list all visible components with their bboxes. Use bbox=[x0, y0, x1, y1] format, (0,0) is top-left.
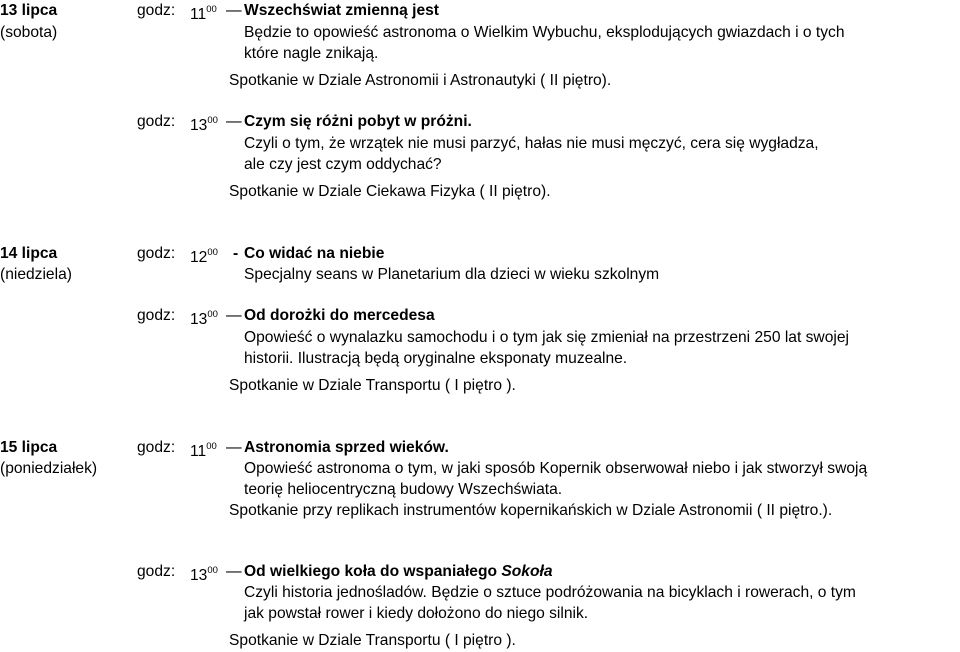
event-location: Spotkanie w Dziale Ciekawa Fizyka ( II piętro). bbox=[229, 183, 551, 200]
day-date: 13 lipca bbox=[0, 2, 58, 19]
event-minutes: 00 bbox=[207, 565, 218, 576]
event-description-line: Będzie to opowieść astronoma o Wielkim Wybuchu, eksplodujących gwiazdach i o tych bbox=[244, 24, 845, 41]
day-date: 15 lipca bbox=[0, 439, 58, 456]
event-godz-label: godz: bbox=[137, 439, 176, 456]
event-hour: 13 bbox=[190, 311, 208, 329]
day-date: 14 lipca bbox=[0, 245, 58, 262]
event-hour: 13 bbox=[190, 567, 208, 585]
event-title: Wszechświat zmienną jest bbox=[244, 2, 439, 19]
event-time bbox=[190, 562, 218, 586]
event-location: Spotkanie w Dziale Astronomii i Astronautyki ( II piętro). bbox=[229, 72, 612, 89]
event-title: Czym się różni pobyt w próżni. bbox=[244, 113, 472, 130]
event-dash: — bbox=[226, 113, 242, 130]
event-godz-label: godz: bbox=[137, 245, 176, 262]
event-description-line: Czyli historia jednośladów. Będzie o sztuce podróżowania na bicyklach i rowerach, o tym bbox=[244, 584, 856, 601]
event-dash: - bbox=[233, 245, 239, 262]
event-time bbox=[190, 438, 217, 462]
event-description-line: które nagle znikają. bbox=[244, 45, 379, 62]
event-minutes: 00 bbox=[207, 115, 218, 126]
event-description-line: Opowieść o wynalazku samochodu i o tym jak się zmieniał na przestrzeni 250 lat swojej bbox=[244, 329, 849, 346]
event-hour: 12 bbox=[190, 249, 208, 267]
event-hour: 13 bbox=[190, 117, 208, 135]
event-time bbox=[190, 306, 218, 330]
event-godz-label: godz: bbox=[137, 307, 176, 324]
event-dash: — bbox=[226, 2, 242, 19]
event-hour: 11 bbox=[190, 6, 207, 24]
event-description-line: ale czy jest czym oddychać? bbox=[244, 156, 442, 173]
event-description-line: Specjalny seans w Planetarium dla dzieci w wieku szkolnym bbox=[244, 266, 660, 283]
event-description-line: Opowieść astronoma o tym, w jaki sposób Kopernik obserwował niebo i jak stworzył swoją bbox=[244, 460, 868, 477]
day-weekday: (sobota) bbox=[0, 24, 58, 41]
event-minutes: 00 bbox=[206, 441, 217, 452]
event-godz-label: godz: bbox=[137, 113, 176, 130]
event-description-line: teorię heliocentryczną budowy Wszechświata. bbox=[244, 481, 563, 498]
event-minutes: 00 bbox=[206, 4, 217, 15]
event-description-line: Czyli o tym, że wrzątek nie musi parzyć, hałas nie musi męczyć, cera się wygładza, bbox=[244, 135, 819, 152]
event-title bbox=[244, 562, 553, 582]
event-godz-label: godz: bbox=[137, 2, 176, 19]
event-godz-label: godz: bbox=[137, 563, 176, 580]
event-time bbox=[190, 1, 217, 25]
event-title-italic: Sokoła bbox=[501, 563, 553, 580]
event-dash: — bbox=[226, 439, 242, 456]
event-title-plain: Od wielkiego koła do wspaniałego bbox=[244, 563, 502, 580]
event-minutes: 00 bbox=[207, 309, 218, 320]
event-title: Astronomia sprzed wieków. bbox=[244, 439, 449, 456]
event-description-line: historii. Ilustracją będą oryginalne eksponaty muzealne. bbox=[244, 350, 628, 367]
event-location: Spotkanie w Dziale Transportu ( I piętro ). bbox=[229, 377, 516, 394]
event-title: Co widać na niebie bbox=[244, 245, 385, 262]
event-title: Od dorożki do mercedesa bbox=[244, 307, 435, 324]
event-description-line: jak powstał rower i kiedy dołożono do niego silnik. bbox=[244, 605, 589, 622]
event-time bbox=[190, 112, 218, 136]
day-weekday: (poniedziałek) bbox=[0, 460, 98, 477]
event-minutes: 00 bbox=[207, 247, 218, 258]
event-dash: — bbox=[226, 563, 242, 580]
event-dash: — bbox=[226, 307, 242, 324]
day-weekday: (niedziela) bbox=[0, 266, 72, 283]
event-hour: 11 bbox=[190, 443, 207, 461]
event-location: Spotkanie w Dziale Transportu ( I piętro ). bbox=[229, 632, 516, 649]
event-time bbox=[190, 244, 218, 268]
event-location: Spotkanie przy replikach instrumentów kopernikańskich w Dziale Astronomii ( II piętro.). bbox=[229, 502, 833, 519]
